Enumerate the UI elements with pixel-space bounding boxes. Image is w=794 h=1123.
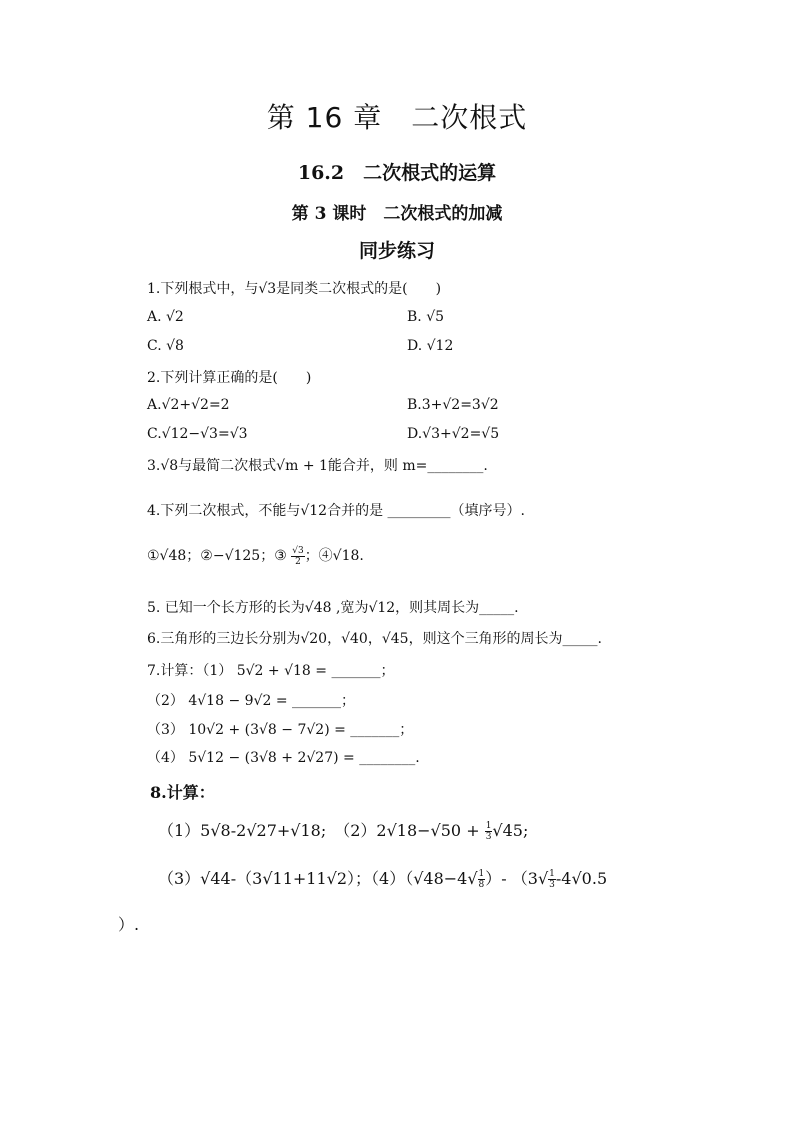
question-4-options-part-b: ；④√18. [304, 548, 364, 564]
fraction-denominator: 8 [478, 880, 485, 890]
question-4-options [147, 545, 364, 567]
fraction-denominator: 3 [549, 880, 555, 890]
practice-title: 同步练习 [358, 240, 435, 262]
question-7-stem: 7.计算：（1） 5√2 + √18 = _______； [147, 663, 395, 679]
question-8-line-1 [158, 818, 528, 842]
question-8-line-2-part-c: -4√0.5 [555, 869, 608, 888]
chapter-title: 第 16 章 二次根式 [266, 101, 528, 134]
fraction [548, 869, 556, 890]
fraction-numerator: √3 [292, 545, 304, 556]
question-8-line-1-part-b: √45; [492, 821, 529, 840]
question-8-tail: ）. [118, 915, 140, 934]
fraction-denominator: 2 [295, 556, 301, 567]
question-8-line-1-part-a: （1）5√8-2√27+√18; （2）2√18−√50 + [158, 821, 485, 840]
question-2-option-b: B.3+√2=3√2 [407, 397, 499, 413]
lesson-title: 第 3 课时 二次根式的加减 [291, 204, 503, 224]
question-1-stem: 1.下列根式中，与√3是同类二次根式的是( ) [147, 281, 442, 297]
fraction-numerator: 1 [485, 821, 492, 831]
question-4-stem: 4.下列二次根式，不能与√12合并的是 _________（填序号）. [147, 503, 525, 519]
question-8-line-2-part-a: （3）√44-（3√11+11√2）；（4）（√48−4√ [158, 869, 478, 888]
question-1-option-b: B. √5 [407, 309, 445, 325]
question-1-option-c: C. √8 [147, 338, 184, 354]
fraction [291, 546, 304, 567]
fraction-denominator: 3 [485, 832, 492, 842]
question-5-stem: 5. 已知一个长方形的长为√48 ,宽为√12，则其周长为_____. [147, 600, 519, 616]
question-7-part-3: （3） 10√2 + (3√8 − 7√2) = _______； [147, 722, 414, 738]
question-1-option-a: A. √2 [147, 309, 184, 325]
question-1-option-d: D. √12 [407, 338, 454, 354]
question-8-line-2-part-b: ）- （3√ [485, 869, 549, 888]
question-7-part-4: （4） 5√12 − (3√8 + 2√27) = ________. [147, 750, 420, 766]
section-title: 16.2 二次根式的运算 [297, 162, 497, 184]
question-2-option-d: D.√3+√2=√5 [407, 426, 500, 442]
question-6-stem: 6.三角形的三边长分别为√20，√40，√45，则这个三角形的周长为_____. [147, 631, 603, 647]
question-2-option-c: C.√12−√3=√3 [147, 426, 248, 442]
question-2-stem: 2.下列计算正确的是( ) [147, 370, 312, 386]
question-8-stem: 8.计算： [150, 783, 215, 802]
question-7-part-2: （2） 4√18 − 9√2 = _______； [147, 693, 355, 709]
question-3-stem: 3.√8与最简二次根式√m + 1能合并，则 m=________. [147, 458, 488, 474]
question-2-option-a: A.√2+√2=2 [147, 397, 230, 413]
question-8-line-2 [158, 866, 607, 890]
fraction-numerator: 1 [478, 869, 485, 879]
question-4-options-part-a: ①√48；②−√125；③ [147, 548, 292, 564]
fraction-numerator: 1 [549, 869, 555, 879]
